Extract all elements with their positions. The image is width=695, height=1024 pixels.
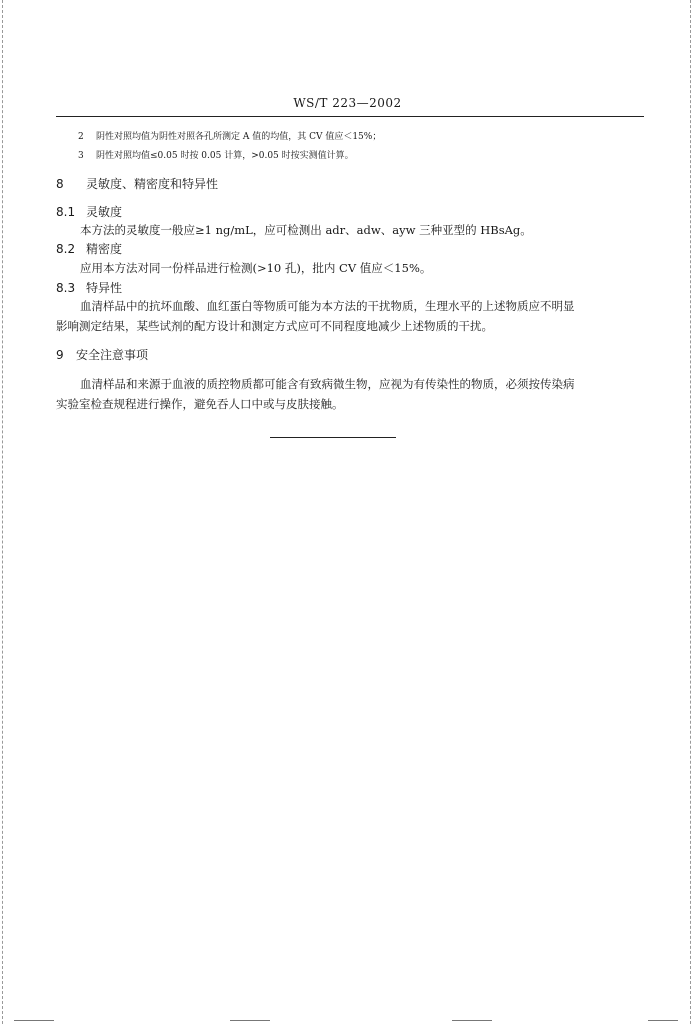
note-number: 2 [78, 132, 84, 142]
end-of-text-rule [270, 437, 396, 438]
precision-text: 应用本方法对同一份样品进行检测(>10 孔)，批内 CV 值应＜15%。 [80, 261, 432, 275]
section-number: 8.1 [56, 205, 76, 219]
section-title: 灵敏度、精密度和特异性 [86, 177, 219, 191]
sensitivity-text: 本方法的灵敏度一般应≥1 ng/mL，应可检测出 adr、adw、ayw 三种亚型的 HBsAg。 [80, 223, 532, 237]
section-number: 8.2 [56, 242, 76, 256]
scan-mark [452, 1020, 492, 1021]
section-number: 8.3 [56, 281, 76, 295]
scan-mark [648, 1020, 678, 1021]
page-header: WS/T 223—2002 [293, 96, 402, 110]
section-number: 8 [56, 177, 64, 191]
safety-text-line-1: 血清样品和来源于血液的质控物质都可能含有致病微生物，应视为有传染性的物质，必须按传染病 [80, 377, 575, 391]
note-3 [78, 148, 354, 161]
section-8-heading [56, 175, 218, 192]
note-number: 3 [78, 151, 84, 161]
safety-text-line-2: 实验室检查规程进行操作，避免吞人口中或与皮肤接触。 [56, 397, 344, 411]
note-text: 阴性对照均值≤0.05 时按 0.05 计算，>0.05 时按实测值计算。 [96, 151, 354, 161]
scan-edge-left [2, 0, 4, 1024]
section-8-2-heading [56, 240, 122, 257]
specificity-text-line-2: 影响测定结果，某些试剂的配方设计和测定方式应可不同程度地减少上述物质的干扰。 [56, 319, 493, 333]
note-text: 阴性对照均值为阴性对照各孔所测定 A 值的均值，其 CV 值应＜15%； [96, 132, 382, 142]
section-8-3-heading [56, 279, 122, 296]
note-2 [78, 129, 381, 142]
scan-mark [14, 1020, 54, 1021]
specificity-text-line-1: 血清样品中的抗坏血酸、血红蛋白等物质可能为本方法的干扰物质，生理水平的上述物质应不明显 [80, 299, 575, 313]
section-number: 9 [56, 348, 64, 362]
header-rule [56, 116, 644, 117]
section-title: 精密度 [86, 242, 123, 256]
section-title: 灵敏度 [86, 205, 123, 219]
section-8-1-heading [56, 203, 122, 220]
scan-mark [230, 1020, 270, 1021]
section-title: 特异性 [86, 281, 123, 295]
scan-edge-right [690, 0, 692, 1024]
section-title: 安全注意事项 [76, 348, 149, 362]
section-9-heading [56, 346, 148, 363]
